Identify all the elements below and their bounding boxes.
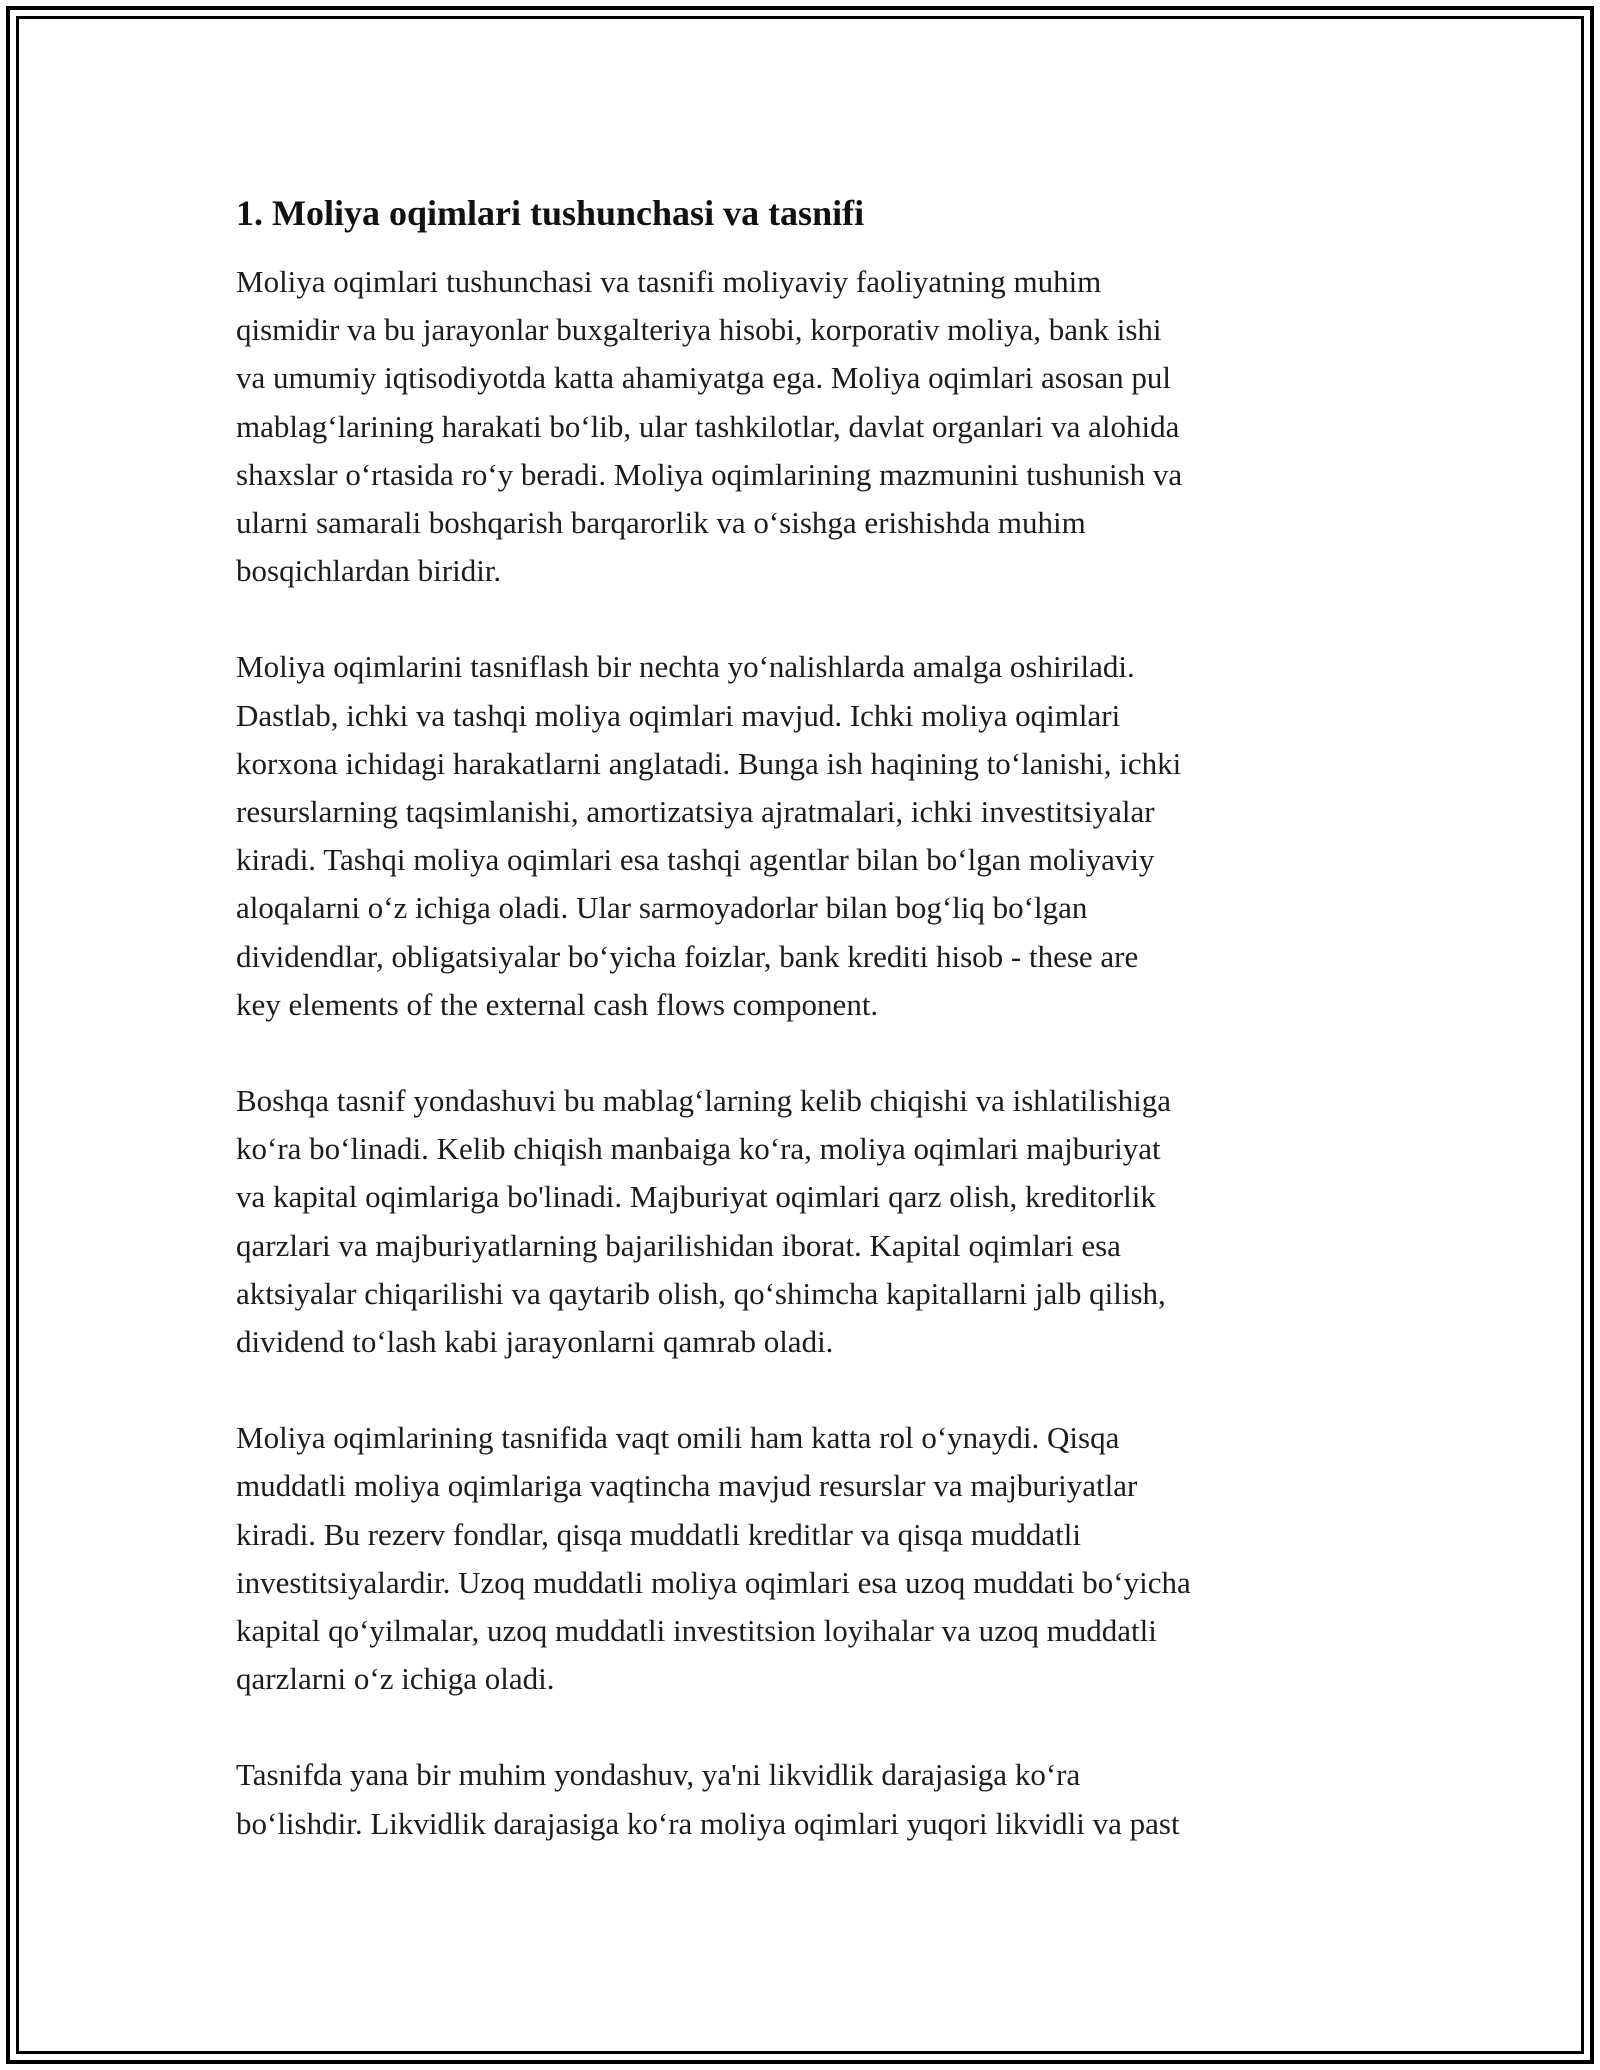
- text-line: key elements of the external cash flows component.: [236, 986, 879, 1022]
- paragraph-3: [236, 1077, 1376, 1366]
- text-line: aktsiyalar chiqarilishi va qaytarib olish, qo‘shimcha kapitallarni jalb qilish,: [236, 1275, 1166, 1311]
- text-line: kiradi. Bu rezerv fondlar, qisqa muddatli kreditlar va qisqa muddatli: [236, 1516, 1081, 1552]
- text-line: qarzlari va majburiyatlarning bajarilishidan iborat. Kapital oqimlari esa: [236, 1227, 1121, 1263]
- text-line: dividendlar, obligatsiyalar bo‘yicha foizlar, bank krediti hisob - these are: [236, 938, 1139, 974]
- paragraph-5: [236, 1751, 1376, 1847]
- text-line: Moliya oqimlari tushunchasi va tasnifi moliyaviy faoliyatning muhim: [236, 264, 1102, 299]
- text-line: va kapital oqimlariga bo'linadi. Majburiyat oqimlari qarz olish, kreditorlik: [236, 1179, 1156, 1215]
- text-line: Moliya oqimlarini tasniflash bir nechta yo‘nalishlarda amalga oshiriladi.: [236, 649, 1135, 685]
- text-line: kiradi. Tashqi moliya oqimlari esa tashqi agentlar bilan bo‘lgan moliyaviy: [236, 842, 1155, 878]
- text-line: Dastlab, ichki va tashqi moliya oqimlari mavjud. Ichki moliya oqimlari: [236, 697, 1121, 733]
- text-line: investitsiyalardir. Uzoq muddatli moliya oqimlari esa uzoq muddati bo‘yicha: [236, 1564, 1191, 1600]
- text-line: ko‘ra bo‘linadi. Kelib chiqish manbaiga ko‘ra, moliya oqimlari majburiyat: [236, 1131, 1161, 1167]
- text-line: va umumiy iqtisodiyotda katta ahamiyatga ega. Moliya oqimlari asosan pul: [236, 360, 1171, 396]
- paragraph-1: [236, 258, 1376, 595]
- text-line: Moliya oqimlarining tasnifida vaqt omili ham katta rol o‘ynaydi. Qisqa: [236, 1420, 1120, 1456]
- document-body: [236, 186, 1376, 1896]
- text-line: bo‘lishdir. Likvidlik darajasiga ko‘ra moliya oqimlari yuqori likvidli va past: [236, 1805, 1180, 1841]
- text-line: aloqalarni o‘z ichiga oladi. Ular sarmoyadorlar bilan bog‘liq bo‘lgan: [236, 890, 1088, 926]
- text-line: resurslarning taqsimlanishi, amortizatsiya ajratmalari, ichki investitsiyalar: [236, 794, 1155, 830]
- text-line: muddatli moliya oqimlariga vaqtincha mavjud resurslar va majburiyatlar: [236, 1468, 1138, 1504]
- text-line: dividend to‘lash kabi jarayonlarni qamrab oladi.: [236, 1324, 834, 1360]
- text-line: shaxslar o‘rtasida ro‘y beradi. Moliya oqimlarining mazmunini tushunish va: [236, 456, 1183, 492]
- text-line: qarzlarni o‘z ichiga oladi.: [236, 1661, 555, 1697]
- text-line: kapital qo‘yilmalar, uzoq muddatli investitsion loyihalar va uzoq muddatli: [236, 1613, 1157, 1649]
- paragraph-4: [236, 1414, 1376, 1703]
- text-line: mablag‘larining harakati bo‘lib, ular tashkilotlar, davlat organlari va alohida: [236, 408, 1180, 444]
- text-line: Boshqa tasnif yondashuvi bu mablag‘larning kelib chiqishi va ishlatilishiga: [236, 1083, 1172, 1119]
- text-line: ularni samarali boshqarish barqarorlik va o‘sishga erishishda muhim: [236, 505, 1086, 541]
- text-line: Tasnifda yana bir muhim yondashuv, ya'ni likvidlik darajasiga ko‘ra: [236, 1757, 1081, 1793]
- text-line: qismidir va bu jarayonlar buxgalteriya hisobi, korporativ moliya, bank ishi: [236, 312, 1162, 348]
- paragraph-2: [236, 643, 1376, 1029]
- text-line: bosqichlardan biridir.: [236, 553, 502, 589]
- text-line: korxona ichidagi harakatlarni anglatadi. Bunga ish haqining to‘lanishi, ichki: [236, 745, 1182, 781]
- section-heading: 1. Moliya oqimlari tushunchasi va tasnifi: [236, 193, 865, 233]
